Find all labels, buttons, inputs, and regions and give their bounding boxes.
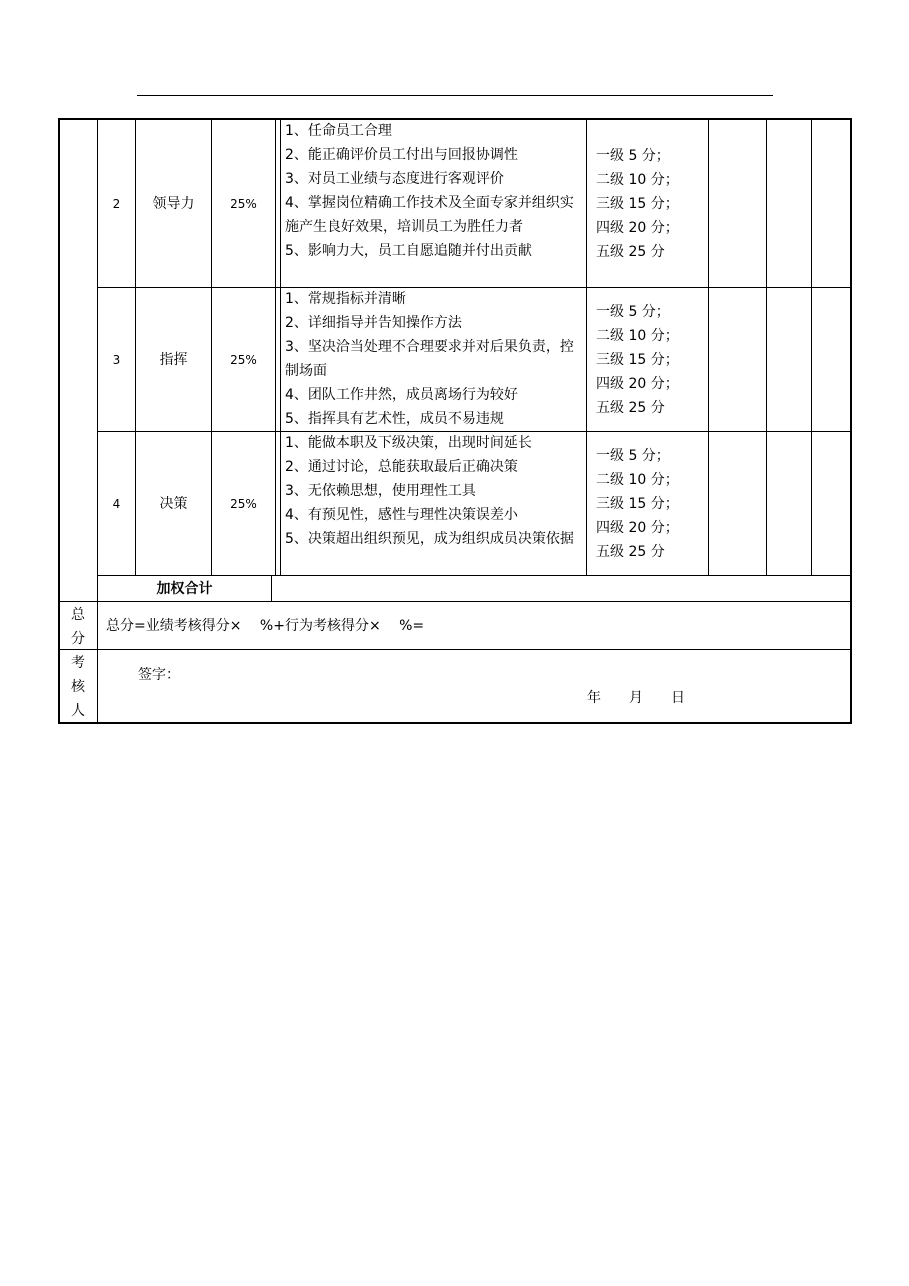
- criterion-line: 2、详细指导并告知操作方法: [285, 315, 462, 331]
- criterion-line: 1、任命员工合理: [285, 123, 392, 139]
- criterion-line: 5、指挥具有艺术性，成员不易违规: [285, 411, 504, 427]
- grade-item: 一级 5 分；: [596, 147, 670, 164]
- total-formula: 总分=业绩考核得分× %+行为考核得分× %=: [106, 618, 425, 634]
- criterion-line: 3、对员工业绩与态度进行客观评价: [285, 171, 504, 187]
- row-index: 2: [112, 196, 121, 211]
- criterion-weight: 25%: [230, 496, 257, 511]
- grade-item: 三级 15 分；: [596, 351, 679, 368]
- col-divider: [811, 120, 812, 576]
- criterion-line: 3、坚决洽当处理不合理要求并对后果负责，控制场面: [285, 339, 574, 379]
- grade-item: 四级 20 分；: [596, 219, 679, 236]
- grade-item: 四级 20 分；: [596, 519, 679, 536]
- assessor-label: [58, 651, 98, 723]
- criterion-line: 2、能正确评价员工付出与回报协调性: [285, 147, 518, 163]
- grade-item: 三级 15 分；: [596, 495, 679, 512]
- grade-scale: [596, 432, 706, 575]
- criterion-line: 5、影响力大，员工自愿追随并付出贡献: [285, 243, 532, 259]
- grade-scale: [596, 288, 706, 431]
- grade-item: 五级 25 分: [596, 243, 665, 260]
- signature-date: 年 月 日: [587, 690, 685, 706]
- col-divider: [766, 120, 767, 576]
- criterion-weight: 25%: [230, 352, 257, 367]
- grade-item: 三级 15 分；: [596, 195, 679, 212]
- row-divider: [60, 601, 850, 602]
- weighted-total-label: 加权合计: [156, 580, 213, 597]
- grade-item: 二级 10 分；: [596, 471, 679, 488]
- col-divider: [275, 120, 276, 576]
- grade-item: 一级 5 分；: [596, 447, 670, 464]
- criterion-line: 2、通过讨论，总能获取最后正确决策: [285, 459, 518, 475]
- grade-item: 二级 10 分；: [596, 327, 679, 344]
- criterion-description: [285, 431, 585, 551]
- header-rule: [137, 95, 773, 96]
- assessor-label-char: 人: [71, 703, 85, 719]
- assessor-label-char: 核: [71, 679, 85, 695]
- signature-label: 签字：: [138, 667, 180, 683]
- criterion-line: 4、有预见性，感性与理性决策误差小: [285, 507, 518, 523]
- total-label-char: 总: [71, 607, 85, 623]
- grade-item: 五级 25 分: [596, 399, 665, 416]
- row-divider: [60, 649, 850, 650]
- grade-item: 五级 25 分: [596, 543, 665, 560]
- criterion-line: 4、团队工作井然，成员离场行为较好: [285, 387, 518, 403]
- criterion-name: 决策: [159, 495, 188, 512]
- col-divider: [586, 120, 587, 576]
- criterion-name: 指挥: [159, 351, 188, 368]
- grade-item: 一级 5 分；: [596, 303, 670, 320]
- total-label: [58, 603, 98, 651]
- assessor-label-char: 考: [71, 655, 85, 671]
- grade-item: 四级 20 分；: [596, 375, 679, 392]
- total-label-char: 分: [71, 631, 85, 647]
- col-divider: [708, 120, 709, 576]
- criterion-description: [285, 119, 585, 263]
- row-index: 3: [112, 352, 121, 367]
- criterion-line: 3、无依赖思想，使用理性工具: [285, 483, 476, 499]
- grade-item: 二级 10 分；: [596, 171, 679, 188]
- criterion-line: 4、掌握岗位精确工作技术及全面专家并组织实施产生良好效果，培训员工为胜任力者: [285, 195, 574, 235]
- criterion-line: 1、能做本职及下级决策，出现时间延长: [285, 435, 532, 451]
- criterion-line: 5、决策超出组织预见，成为组织成员决策依据: [285, 531, 574, 547]
- criterion-line: 1、常规指标并清晰: [285, 291, 406, 307]
- criterion-weight: 25%: [230, 196, 257, 211]
- col-divider: [280, 120, 281, 576]
- row-index: 4: [112, 496, 121, 511]
- criterion-description: [285, 287, 585, 431]
- col-divider: [271, 576, 272, 601]
- criterion-name: 领导力: [152, 195, 195, 212]
- grade-scale: [596, 120, 706, 287]
